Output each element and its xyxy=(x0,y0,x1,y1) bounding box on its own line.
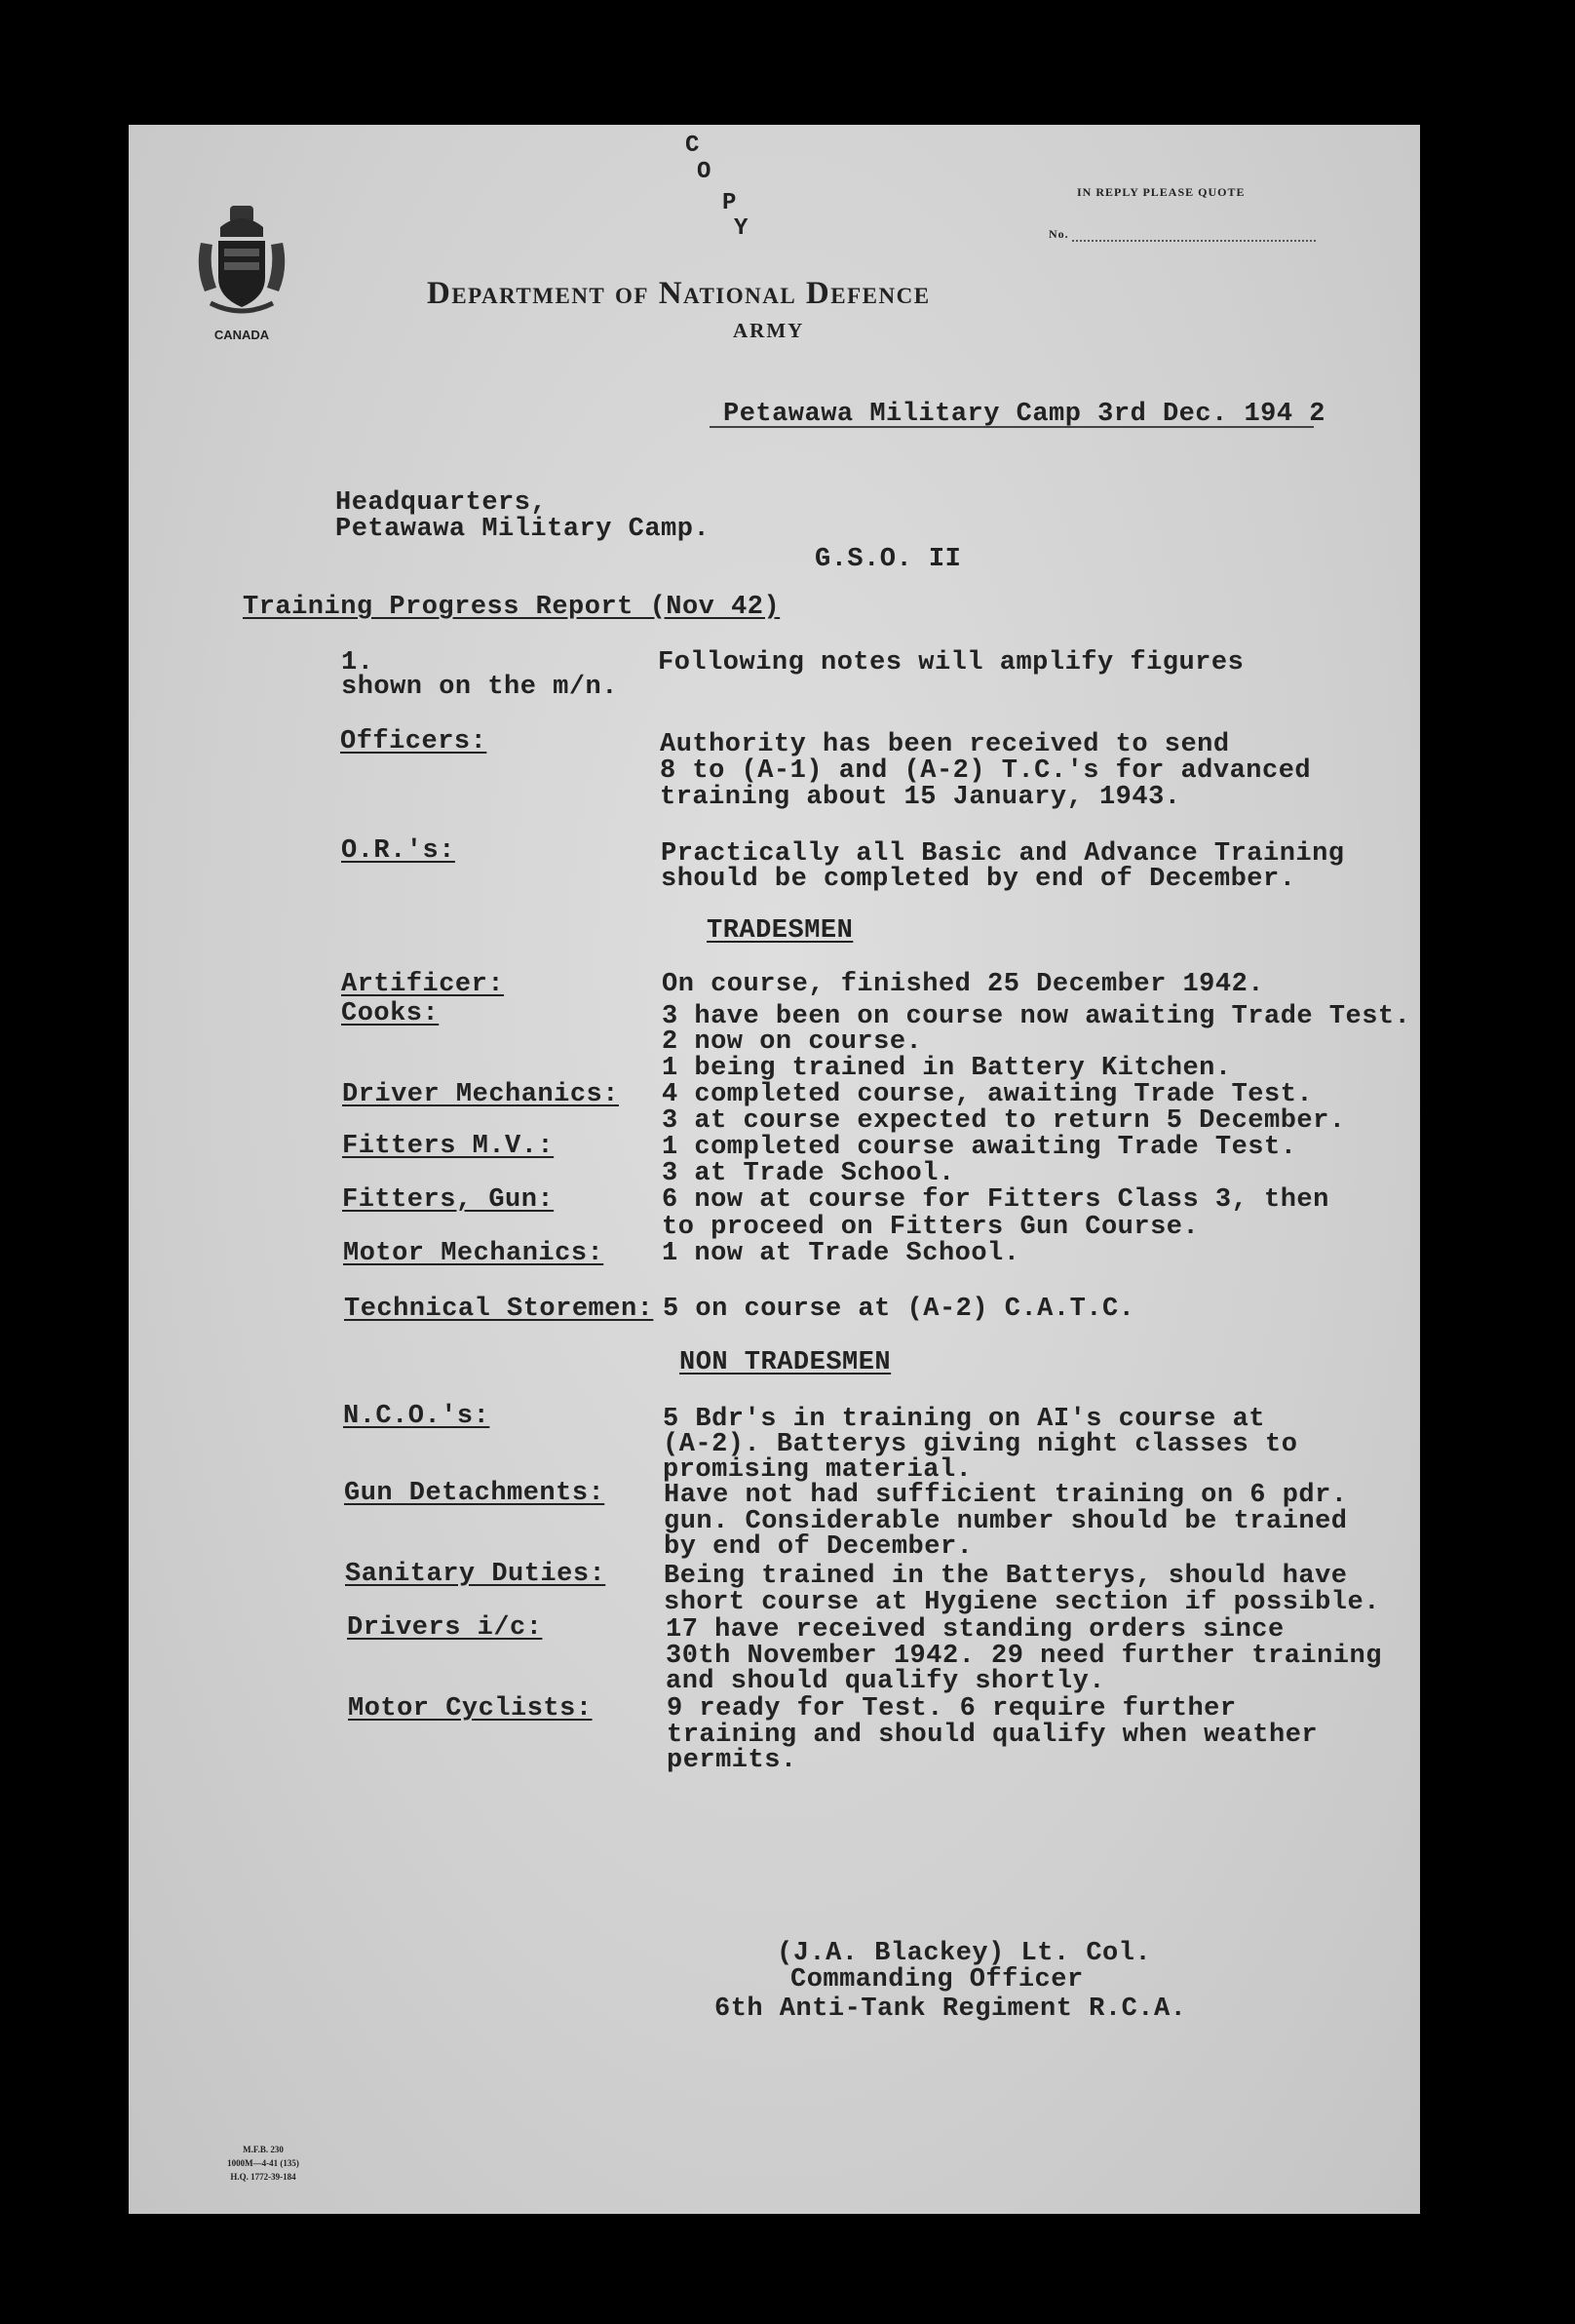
tradesmen-line: to proceed on Fitters Gun Course. xyxy=(662,1213,1200,1242)
non-tradesmen-line: 9 ready for Test. 6 require further xyxy=(667,1694,1237,1724)
tradesmen-label-technical-storemen: Technical Storemen: xyxy=(344,1295,654,1324)
non-tradesmen-line: 5 Bdr's in training on AI's course at xyxy=(663,1405,1265,1434)
copy-stamp-o: O xyxy=(697,159,711,185)
para1-text-2: shown on the m/n. xyxy=(341,673,618,702)
non-tradesmen-label-drivers: Drivers i/c: xyxy=(347,1613,543,1643)
tradesmen-line: 6 now at course for Fitters Class 3, then xyxy=(662,1185,1329,1215)
tradesmen-line: On course, finished 25 December 1942. xyxy=(662,970,1264,999)
dateline-underline xyxy=(710,426,1314,428)
tradesmen-line: 3 at Trade School. xyxy=(662,1159,955,1188)
addressee-line-2: Petawawa Military Camp. xyxy=(335,515,711,544)
officers-line: training about 15 January, 1943. xyxy=(660,783,1181,812)
non-tradesmen-line: by end of December. xyxy=(664,1532,974,1562)
tradesmen-line: 1 completed course awaiting Trade Test. xyxy=(662,1133,1297,1162)
subject-heading: Training Progress Report (Nov 42) xyxy=(243,593,781,622)
officers-line: 8 to (A-1) and (A-2) T.C.'s for advanced xyxy=(660,756,1312,786)
ors-line: should be completed by end of December. xyxy=(661,865,1296,894)
non-tradesmen-line: Being trained in the Batterys, should have xyxy=(664,1562,1348,1591)
non-tradesmen-line: short course at Hygiene section if possible. xyxy=(664,1588,1380,1617)
non-tradesmen-line: promising material. xyxy=(663,1455,973,1485)
non-tradesmen-line: gun. Considerable number should be trained xyxy=(664,1507,1348,1536)
para1-text-1: Following notes will amplify figures xyxy=(658,648,1245,678)
department-branch: ARMY xyxy=(733,319,805,342)
coat-of-arms-icon xyxy=(191,200,292,317)
non-tradesmen-heading: NON TRADESMEN xyxy=(679,1348,892,1377)
tradesmen-line: 3 at course expected to return 5 December. xyxy=(662,1106,1346,1136)
reply-number-label: No. xyxy=(1049,227,1069,241)
ors-label: O.R.'s: xyxy=(341,836,455,866)
copy-stamp-y: Y xyxy=(734,215,749,242)
non-tradesmen-line: and should qualify shortly. xyxy=(666,1667,1105,1696)
reply-prompt: IN REPLY PLEASE QUOTE xyxy=(1077,185,1246,199)
reply-number-line xyxy=(1072,238,1316,242)
para1-number: 1. xyxy=(341,648,374,678)
tradesmen-heading: TRADESMEN xyxy=(707,916,854,946)
signature-title: Commanding Officer xyxy=(790,1965,1084,1995)
non-tradesmen-label-ncos: N.C.O.'s: xyxy=(343,1402,490,1431)
ors-line: Practically all Basic and Advance Training xyxy=(661,839,1345,869)
non-tradesmen-line: 30th November 1942. 29 need further training xyxy=(666,1642,1382,1671)
tradesmen-label-artificer: Artificer: xyxy=(341,970,505,999)
form-number xyxy=(203,2143,324,2184)
tradesmen-label-driver-mechanics: Driver Mechanics: xyxy=(342,1080,619,1109)
form-number-line: 1000M—4-41 (135) xyxy=(227,2158,299,2168)
non-tradesmen-label-motor-cyclists: Motor Cyclists: xyxy=(348,1694,593,1724)
signature-name: (J.A. Blackey) Lt. Col. xyxy=(777,1939,1152,1968)
attention-line: G.S.O. II xyxy=(815,545,962,574)
tradesmen-line: 1 now at Trade School. xyxy=(662,1239,1020,1268)
tradesmen-label-fitters-mv: Fitters M.V.: xyxy=(342,1132,555,1161)
non-tradesmen-line: training and should qualify when weather xyxy=(667,1721,1319,1750)
officers-label: Officers: xyxy=(340,727,487,756)
signature-unit: 6th Anti-Tank Regiment R.C.A. xyxy=(714,1995,1187,2024)
form-number-line: M.F.B. 230 xyxy=(243,2145,284,2154)
tradesmen-label-cooks: Cooks: xyxy=(341,999,440,1028)
crest-label: CANADA xyxy=(213,328,270,342)
addressee-line-1: Headquarters, xyxy=(335,488,548,518)
non-tradesmen-label-gun-detachments: Gun Detachments: xyxy=(344,1479,605,1508)
non-tradesmen-line: 17 have received standing orders since xyxy=(666,1615,1285,1645)
non-tradesmen-label-sanitary-duties: Sanitary Duties: xyxy=(345,1560,606,1589)
copy-stamp-p: P xyxy=(722,190,737,216)
tradesmen-line: 4 completed course, awaiting Trade Test. xyxy=(662,1080,1314,1109)
dateline: Petawawa Military Camp 3rd Dec. 194 2 xyxy=(723,400,1325,429)
tradesmen-line: 3 have been on course now awaiting Trade Test. xyxy=(662,1002,1411,1031)
form-number-line: H.Q. 1772-39-184 xyxy=(230,2172,296,2182)
non-tradesmen-line: (A-2). Batterys giving night classes to xyxy=(663,1430,1298,1459)
tradesmen-line: 2 now on course. xyxy=(662,1027,923,1057)
non-tradesmen-line: Have not had sufficient training on 6 pdr. xyxy=(664,1481,1348,1510)
officers-line: Authority has been received to send xyxy=(660,730,1230,759)
tradesmen-line: 1 being trained in Battery Kitchen. xyxy=(662,1054,1232,1083)
tradesmen-line: 5 on course at (A-2) C.A.T.C. xyxy=(663,1295,1135,1324)
department-title: Department of National Defence xyxy=(427,276,931,311)
tradesmen-label-fitters-gun: Fitters, Gun: xyxy=(342,1185,555,1215)
non-tradesmen-line: permits. xyxy=(667,1746,797,1775)
canada-crest xyxy=(191,200,292,342)
tradesmen-label-motor-mechanics: Motor Mechanics: xyxy=(343,1239,604,1268)
copy-stamp-c: C xyxy=(685,133,700,159)
